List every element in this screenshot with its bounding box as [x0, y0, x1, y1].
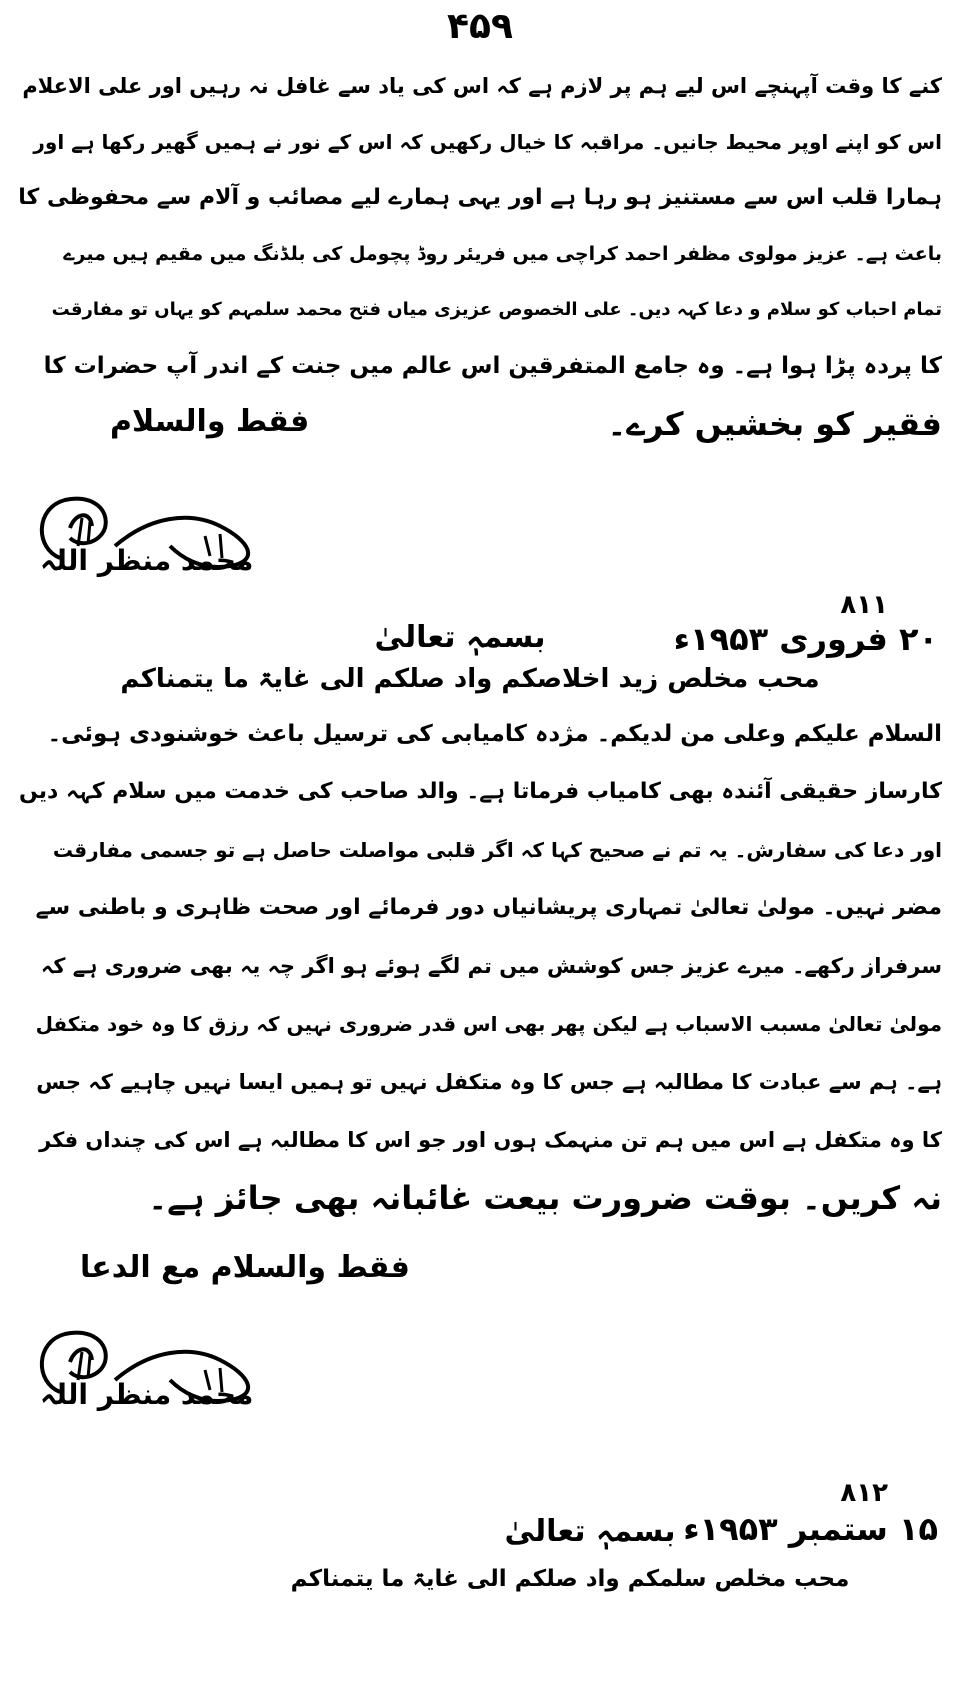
letter-2-number: ۸۱۱ [840, 590, 888, 620]
signature-name-1: محمد منظر اللہ [40, 544, 254, 577]
letter-1-line: فقیر کو بخشیں کرے۔ [607, 405, 942, 443]
letter-2-line: ہے۔ ہم سے عبادت کا مطالبہ ہے جس کا وہ متکفل نہیں تو ہمیں ایسا نہیں چاہیے کہ جس [36, 1070, 942, 1094]
letter-2-line: کا وہ متکفل ہے اس میں ہم تن منہمک ہوں اور جو اس کا مطالبہ ہے اس کی چنداں فکر [39, 1128, 942, 1152]
letter-2-line: مولیٰ تعالیٰ مسبب الاسباب ہے لیکن پھر بھی اس قدر ضروری نہیں کہ رزق کا وہ خود متکفل [35, 1012, 942, 1036]
letter-2-salutation: محب مخلص زید اخلاصکم واد صلکم الی غایۃ ما یتمناکم [120, 664, 820, 694]
letter-2-bismillah: بسمہٖ تعالیٰ [374, 620, 546, 655]
letter-2-line: مضر نہیں۔ مولیٰ تعالیٰ تمہاری پریشانیاں دور فرمائے اور صحت ظاہری و باطنی سے [35, 895, 942, 920]
letter-1-closing: فقط والسلام [110, 404, 310, 439]
letter-1-line: تمام احباب کو سلام و دعا کہہ دیں۔ علی الخصوص عزیزی میاں فتح محمد سلمہم کو یہاں تو مفارقت [51, 299, 942, 320]
letter-2-line: السلام علیکم وعلی من لدیکم۔ مژدہ کامیابی کی ترسیل باعث خوشنودی ہوئی۔ [47, 721, 942, 747]
letter-2-closing: فقط والسلام مع الدعا [80, 1250, 410, 1285]
page-number: ۴۵۹ [447, 6, 513, 47]
signature-name-2: محمد منظر اللہ [40, 1378, 254, 1411]
letter-3-date: ۱۵ ستمبر ۱۹۵۳ء [683, 1510, 938, 1548]
letter-2-date: ۲۰ فروری ۱۹۵۳ء [673, 620, 938, 658]
letter-1-line: باعث ہے۔ عزیز مولوی مظفر احمد کراچی میں فریئر روڈ پچومل کی بلڈنگ میں مقیم ہیں میرے [63, 243, 942, 265]
letter-1-line: ہمارا قلب اس سے مستنیز ہو رہا ہے اور یہی ہمارے لیے مصائب و آلام سے محفوظی کا [18, 185, 942, 210]
letter-3-salutation: محب مخلص سلمکم واد صلکم الی غایۃ ما یتمناکم [290, 1566, 850, 1592]
letter-1-line: کنے کا وقت آپہنچے اس لیے ہم پر لازم ہے کہ اس کی یاد سے غافل نہ رہیں اور علی الاعلام [22, 74, 942, 98]
letter-1-line: کا پردہ پڑا ہوا ہے۔ وہ جامع المتفرقین اس عالم میں جنت کے اندر آپ حضرات کا [43, 353, 942, 379]
letter-2-line: نہ کریں۔ بوقت ضرورت بیعت غائبانہ بھی جائز ہے۔ [148, 1179, 942, 1217]
letter-1-line: اس کو اپنے اوپر محیط جانیں۔ مراقبہ کا خیال رکھیں کہ اس کے نور نے ہمیں گھیر رکھا ہے اور [33, 130, 942, 154]
letter-3-bismillah: بسمہٖ تعالیٰ [504, 1514, 676, 1549]
letter-2-line: اور دعا کی سفارش۔ یہ تم نے صحیح کہا کہ اگر قلبی مواصلت حاصل ہے تو جسمی مفارقت [52, 838, 942, 862]
letter-2-line: کارساز حقیقی آئندہ بھی کامیاب فرماتا ہے۔ والد صاحب کی خدمت میں سلام کہہ دیں [18, 779, 942, 804]
letter-2-line: سرفراز رکھے۔ میرے عزیز جس کوشش میں تم لگے ہوئے ہو اگر چہ یہ بھی ضروری ہے کہ [40, 954, 942, 978]
letter-3-number: ۸۱۲ [840, 1478, 888, 1508]
